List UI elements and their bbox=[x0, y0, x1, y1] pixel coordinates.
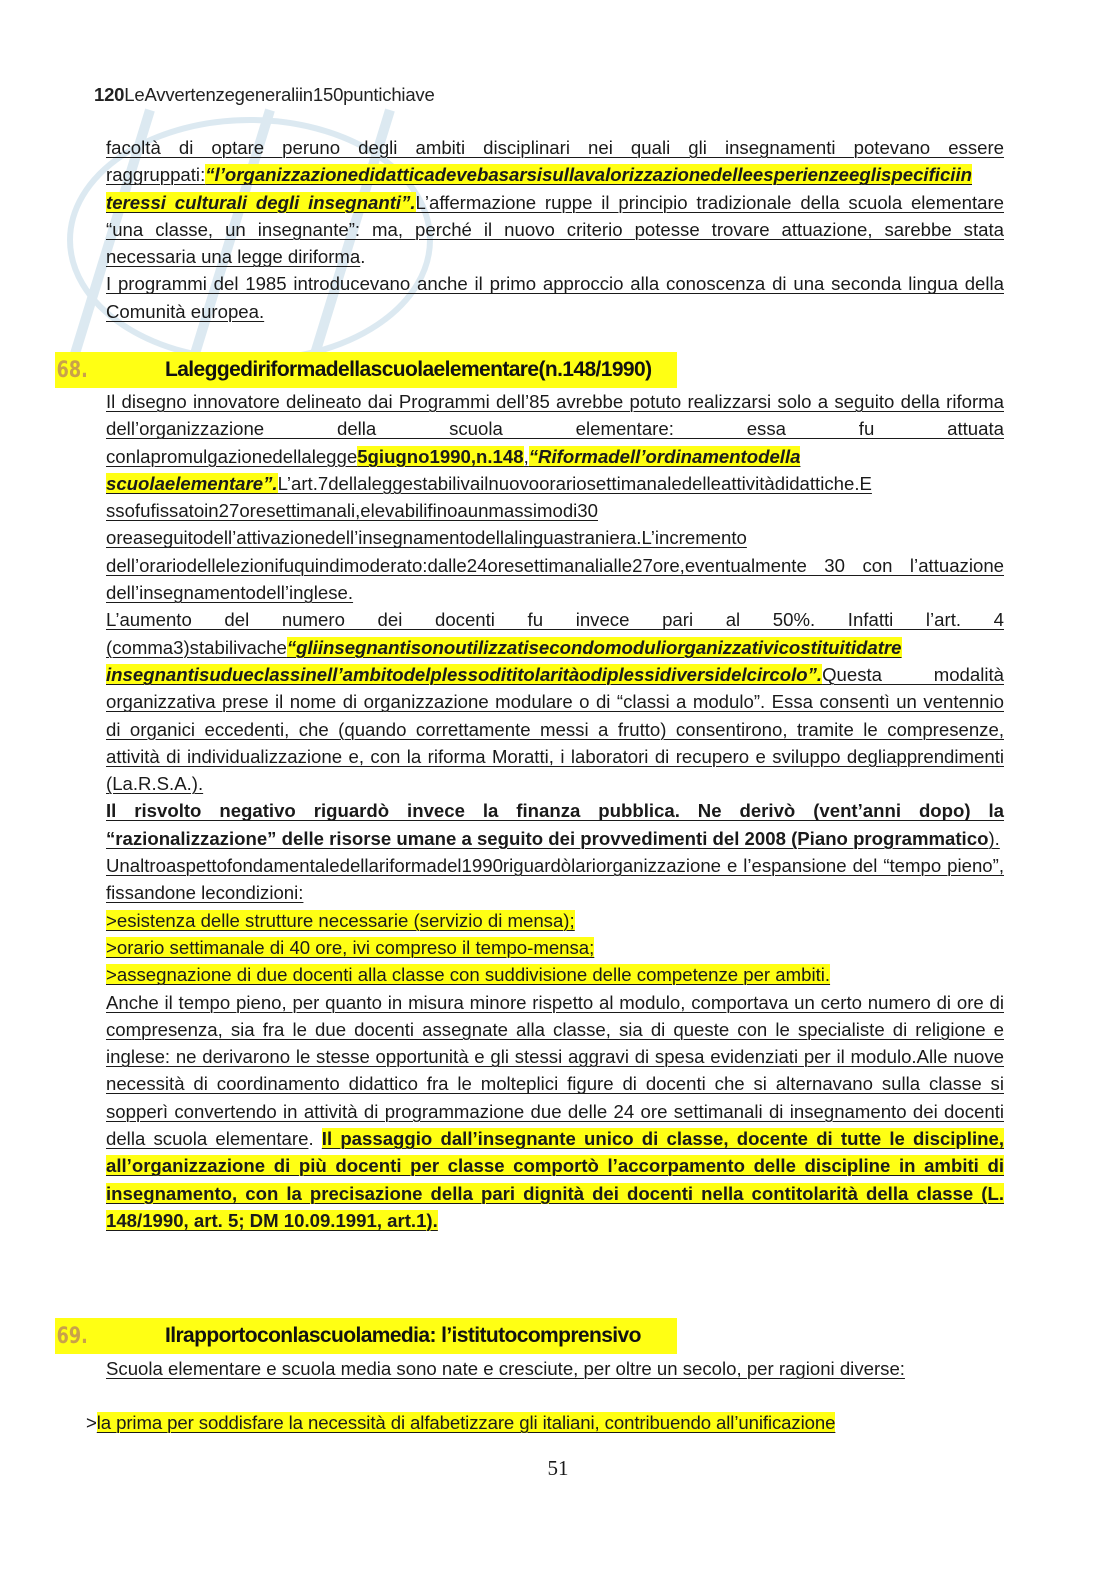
s68-p2-quote: “gliinsegnantisonoutilizzatisecondomoduliorganizzativicostituitidatre insegnantisudueclassinell’ambitodelplessodititolaritàodiplessidiversidelcircolo”. bbox=[106, 636, 902, 685]
intro-p1-start: facoltà di optare peruno degli ambiti disciplinari nei quali gli insegnamenti potevano essere raggruppati: bbox=[106, 137, 1004, 186]
intro-paragraph-2: I programmi del 1985 introducevano anche il primo approccio alla conoscenza di una seconda lingua della Comunità europea. bbox=[106, 273, 1004, 322]
s68-p5-text: Anche il tempo pieno, per quanto in misura minore rispetto al modulo, comportava un certo numero di ore di compresenza, sia fra le due docenti assegnate alla classe, sia di queste con le specialiste di religione e inglese: ne derivarono le stesse opportunità e gli stessi aggravi di spesa evidenziati per il modulo.Alle nuove necessità di coordinamento didattico fra le molteplici figure di docenti che si alternavano sulla classe si sopperì convertendo in attività di programmazione due delle 24 ore settimanali di insegnamento dei docenti della scuola elementare bbox=[106, 991, 1004, 1150]
bullet-marker: > bbox=[86, 1412, 97, 1433]
s68-p5-bold: Il passaggio dall’insegnante unico di classe, docente di tutte le discipline, all’organizzazione di più docenti per classe comportò l’accorpamento delle discipline in ambiti di insegnamento, con la precisazione della pari dignità dei docenti nella contitolarità della classe (L. 148/1990, art. 5; DM 10.09.1991, art.1). bbox=[106, 1128, 1004, 1231]
list-item bbox=[106, 934, 1004, 961]
intro-p1-end: . bbox=[360, 246, 366, 268]
bullet-docenti: >assegnazione di due docenti alla classe con suddivisione delle competenze per ambiti. bbox=[106, 964, 831, 986]
s68-p5-dot: . bbox=[308, 1128, 322, 1150]
s68-p1-law-title: “Riformadell’ordinamentodella scuolaelementare”. bbox=[106, 445, 801, 494]
list-item bbox=[86, 1409, 1004, 1436]
s68-p2-start: L’aumento del numero dei docenti fu invece pari al 50%. Infatti l’art. 4 (comma3)stabilivache bbox=[106, 609, 1004, 658]
section-69-heading bbox=[55, 1318, 677, 1354]
section-68-title: Laleggediriformadellascuolaelementare(n.148/1990) bbox=[165, 358, 652, 381]
header-title: LeAvvertenzegeneraliin150puntichiave bbox=[124, 84, 435, 105]
bullet-orario: >orario settimanale di 40 ore, ivi compreso il tempo-mensa; bbox=[106, 936, 595, 958]
intro-p1-continuation: L’affermazione ruppe il principio tradizionale della scuola elementare “una classe, un insegnante”: ma, perché il nuovo criterio potesse trovare attuazione, sarebbe stata necessaria una legge diriforma bbox=[106, 191, 1004, 268]
section-68-number: 68. bbox=[56, 357, 88, 383]
s68-p3-end: ). bbox=[988, 827, 1000, 849]
section-69-paragraph-1: Scuola elementare e scuola media sono nate e cresciute, per oltre un secolo, per ragioni diverse: bbox=[106, 1358, 905, 1379]
s68-p3-bold: Il risvolto negativo riguardò invece la finanza pubblica. Ne derivò (vent’anni dopo) la “razionalizzazione” delle risorse umane a seguito dei provvedimenti del 2008 (Piano programmatico bbox=[106, 800, 1004, 849]
page-number: 51 bbox=[547, 1456, 569, 1480]
section-69-number: 69. bbox=[56, 1323, 88, 1349]
section-68-paragraph-2 bbox=[106, 606, 1004, 797]
section-68-paragraph-1 bbox=[106, 388, 1004, 606]
running-header bbox=[94, 84, 435, 106]
s68-p1-continuation: L’art.7dellaleggestabilivailnuovoorariosettimanaledelleattivitàdidattiche.E ssofufissatoin27oresettimanali,elevabilifinoaunmassimodi30 oreaseguitodell’attivazionedell’insegnamentodellalinguastraniera.L’incremento dell’orariodellelezionifuquindimoderato:dalle24oresettimanalialle27ore,eventualmente 30 con l’attuazione dell’insegnamentodell’inglese. bbox=[106, 472, 1004, 604]
s68-p1-comma: , bbox=[523, 445, 529, 467]
section-68-paragraph-5 bbox=[106, 989, 1004, 1235]
list-item bbox=[106, 961, 1004, 988]
section-68-paragraph-3 bbox=[106, 797, 1004, 852]
section-69-bullet bbox=[86, 1409, 1004, 1436]
s68-p2-continuation: Questa modalità organizzativa prese il nome di organizzazione modulare o di “classi a modulo”. Essa consentì un ventennio di organici eccedenti, che (quando correttamente messi a frutto) consentirono, tramite le compresenze, attività di individualizzazione e, con la riforma Moratti, i laboratori di recupero e sviluppo degliapprendimenti (La.R.S.A.). bbox=[106, 663, 1004, 795]
list-item bbox=[106, 907, 1004, 934]
section-69-title: Ilrapportoconlascuolamedia: l’istitutocomprensivo bbox=[165, 1324, 641, 1347]
section-68-paragraph-4: Unaltroaspettofondamentaledellariformadel1990riguardòlariorganizzazione e l’espansione del “tempo pieno”, fissandone lecondizioni: bbox=[106, 855, 1004, 904]
header-page-prefix: 120 bbox=[94, 84, 125, 105]
section-69-body bbox=[106, 1355, 1004, 1382]
bullet-alfabetizzazione: la prima per soddisfare la necessità di alfabetizzare gli italiani, contribuendo all’unificazione bbox=[96, 1412, 836, 1433]
bullet-mensa: >esistenza delle strutture necessarie (servizio di mensa); bbox=[106, 909, 575, 931]
section-68-body bbox=[106, 388, 1004, 1234]
s68-p1-law-date: 5giugno1990,n.148 bbox=[357, 445, 524, 467]
section-68-heading bbox=[55, 352, 677, 388]
intro-text bbox=[106, 134, 1004, 325]
s68-p1-start: Il disegno innovatore delineato dai Programmi dell’85 avrebbe potuto realizzarsi solo a seguito della riforma dell’organizzazione della scuola elementare: essa fu attuata conlapromulgazionedellalegge bbox=[106, 391, 1004, 467]
intro-paragraph-1 bbox=[106, 134, 1004, 270]
intro-p1-quote: “l’organizzazionedidatticadevebasarsisullavalorizzazionedelleesperienzeeglispecificiin teressi culturali degli insegnanti”. bbox=[106, 164, 972, 213]
